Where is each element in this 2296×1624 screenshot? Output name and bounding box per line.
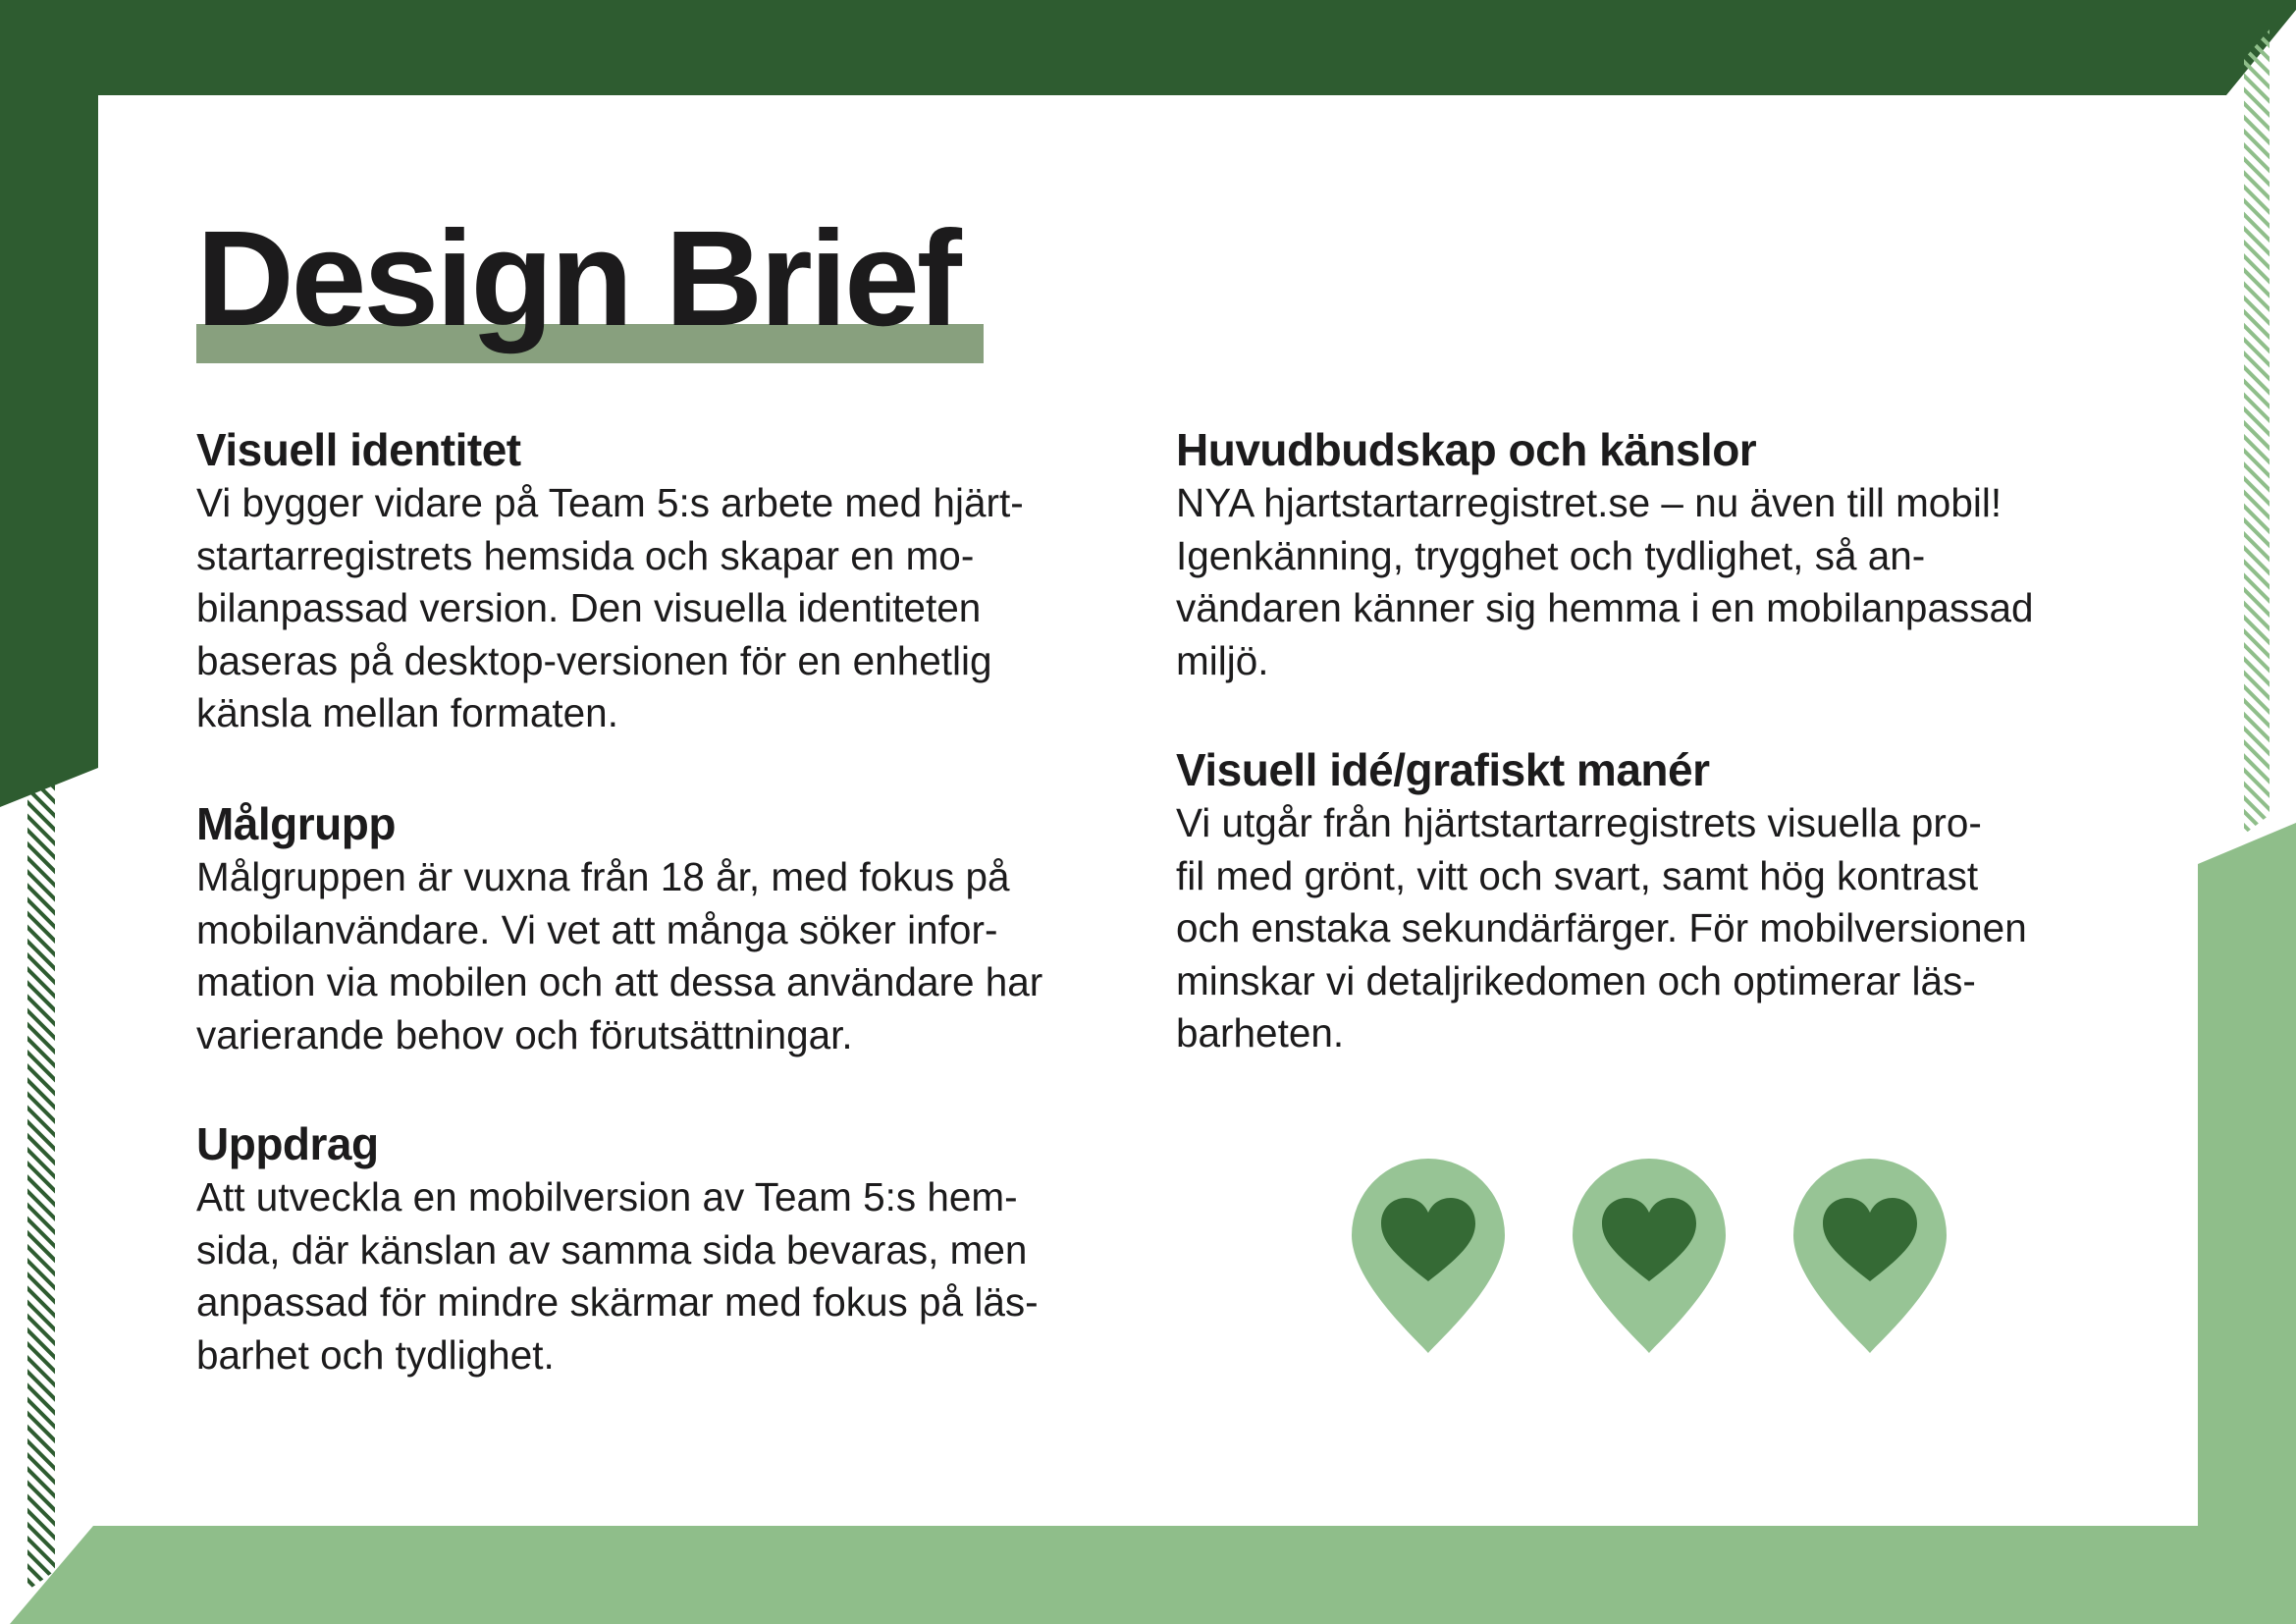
section-heading: Visuell identitet [196,424,521,475]
section-body [1176,797,2158,1060]
text-line: miljö. [1176,637,1269,683]
top-band [0,0,2296,95]
text-line: Igenkänning, trygghet och tydlighet, så an- [1176,532,1926,578]
text-line: bilanpassad version. Den visuella identiteten [196,585,982,630]
text-line: Att utveckla en mobilversion av Team 5:s hem- [196,1174,1018,1219]
section-target-group [196,796,1139,1061]
section-heading: Visuell idé/grafiskt manér [1176,744,1710,795]
text-line: minskar vi detaljrikedomen och optimerar läs- [1176,957,1976,1003]
text-line: fil med grönt, vitt och svart, samt hög kontrast [1176,852,1979,898]
section-main-message [1176,422,2158,687]
text-line: barheten. [1176,1010,1345,1056]
left-hatch [27,774,55,1591]
text-line: startarregistrets hemsida och skapar en mo- [196,532,975,578]
section-heading: Målgrupp [196,798,396,849]
text-line: känsla mellan formaten. [196,690,618,735]
text-line: NYA hjartstartarregistret.se – nu även till mobil! [1176,480,2002,525]
text-line: sida, där känslan av samma sida bevaras, men [196,1226,1028,1272]
section-body [1176,477,2158,687]
heart-pin-icon [1350,1159,1507,1355]
left-band [0,79,98,807]
right-band [2198,823,2296,1624]
text-line: mation via mobilen och att dessa användare har [196,959,1043,1004]
section-heading: Huvudbudskap och känslor [1176,424,1757,475]
heart-pin-icon [1791,1159,1949,1355]
section-assignment [196,1116,1139,1381]
heart-pin-icon [1571,1159,1728,1355]
section-body [196,477,1139,740]
text-line: varierande behov och förutsättningar. [196,1011,853,1057]
text-line: baseras på desktop-versionen för en enhetlig [196,637,992,683]
text-line: Vi bygger vidare på Team 5:s arbete med hjärt- [196,480,1024,525]
section-visual-identity [196,422,1139,740]
text-line: Målgruppen är vuxna från 18 år, med fokus på [196,854,1010,899]
section-body [196,1171,1139,1381]
section-body [196,851,1139,1061]
section-heading: Uppdrag [196,1118,379,1169]
text-line: anpassad för mindre skärmar med fokus på läs- [196,1279,1039,1325]
bottom-band [10,1526,2296,1624]
text-line: Vi utgår från hjärtstartarregistrets visuella pro- [1176,800,1982,845]
text-line: mobilanvändare. Vi vet att många söker infor- [196,906,998,952]
text-line: vändaren känner sig hemma i en mobilanpassad [1176,585,2034,630]
text-line: barhet och tydlighet. [196,1331,555,1378]
section-visual-idea [1176,742,2158,1060]
right-hatch [2244,29,2269,835]
text-line: och enstaka sekundärfärger. För mobilversionen [1176,905,2027,950]
page-title: Design Brief [196,203,959,354]
